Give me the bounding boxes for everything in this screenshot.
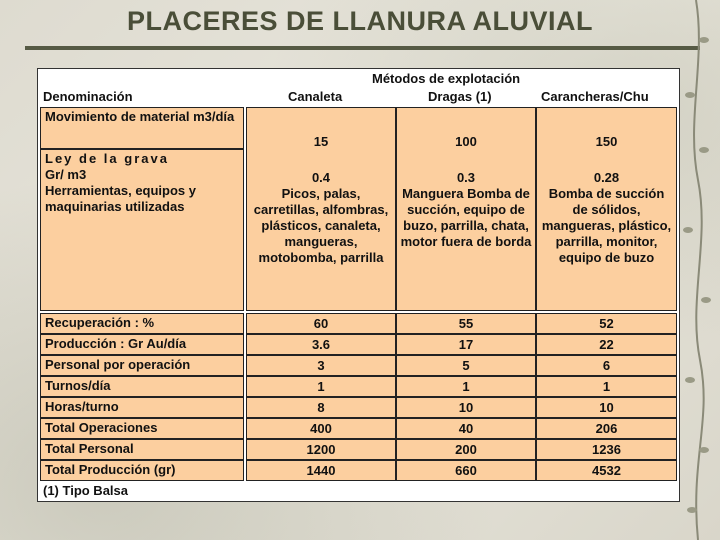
title-divider	[25, 46, 700, 50]
stat-value: 40	[396, 418, 536, 439]
herramientas-label: Herramientas, equipos y maquinarias utilizadas	[45, 183, 196, 214]
stat-value: 1236	[536, 439, 677, 460]
stat-label: Producción : Gr Au/día	[40, 334, 244, 355]
ley-label-line2: Gr/ m3	[45, 167, 87, 182]
ley-label-line1: Ley de la grava	[45, 151, 169, 166]
stat-value: 1	[396, 376, 536, 397]
stat-label: Turnos/día	[40, 376, 244, 397]
stat-label: Total Producción (gr)	[40, 460, 244, 481]
data-table	[37, 68, 680, 502]
stat-value: 8	[246, 397, 396, 418]
stat-label: Recuperación : %	[40, 313, 244, 334]
stat-value: 206	[536, 418, 677, 439]
stat-value: 17	[396, 334, 536, 355]
column-header-canaleta: Canaleta	[288, 89, 343, 104]
stat-value: 10	[536, 397, 677, 418]
herramientas-carancheras: Bomba de succión de sólidos, mangueras, plástico, parrilla, monitor, equipo de buzo	[541, 186, 672, 265]
movimiento-dragas: 100	[455, 134, 477, 149]
column-dragas-details	[396, 107, 536, 311]
stat-value: 200	[396, 439, 536, 460]
stat-value: 3.6	[246, 334, 396, 355]
stat-value: 1	[536, 376, 677, 397]
denominacion-header: Denominación	[43, 89, 133, 104]
stat-value: 1200	[246, 439, 396, 460]
herramientas-dragas: Manguera Bomba de succión, equipo de buzo, parrilla, chata, motor fuera de borda	[400, 186, 532, 249]
stat-label: Total Personal	[40, 439, 244, 460]
herramientas-canaleta: Picos, palas, carretillas, alfombras, plásticos, canaleta, mangueras, motobomba, parrilla	[253, 186, 389, 265]
movimiento-canaleta: 15	[313, 134, 329, 149]
column-header-dragas: Dragas (1)	[428, 89, 492, 104]
column-header-carancheras: Carancheras/Chu	[541, 89, 649, 104]
stat-value: 400	[246, 418, 396, 439]
row-label-movimiento: Movimiento de material m3/día	[40, 107, 244, 149]
stat-label: Horas/turno	[40, 397, 244, 418]
stat-value: 4532	[536, 460, 677, 481]
ley-canaleta: 0.4	[311, 170, 331, 185]
stat-value: 3	[246, 355, 396, 376]
stat-value: 10	[396, 397, 536, 418]
stat-value: 6	[536, 355, 677, 376]
footnote: (1) Tipo Balsa	[43, 483, 129, 498]
stat-value: 60	[246, 313, 396, 334]
stat-value: 52	[536, 313, 677, 334]
stat-value: 660	[396, 460, 536, 481]
methods-group-header: Métodos de explotación	[372, 71, 521, 86]
row-label-ley-herramientas	[40, 149, 244, 311]
stat-value: 5	[396, 355, 536, 376]
page-title: PLACERES DE LLANURA ALUVIAL	[126, 6, 593, 36]
movimiento-carancheras: 150	[595, 134, 618, 149]
stat-label: Total Operaciones	[40, 418, 244, 439]
ley-dragas: 0.3	[456, 170, 476, 185]
ley-carancheras: 0.28	[593, 170, 620, 185]
stat-value: 55	[396, 313, 536, 334]
stat-value: 22	[536, 334, 677, 355]
stat-label: Personal por operación	[40, 355, 244, 376]
column-canaleta-details	[246, 107, 396, 311]
stat-value: 1	[246, 376, 396, 397]
vine-decoration	[676, 0, 716, 540]
column-carancheras-details	[536, 107, 677, 311]
stat-value: 1440	[246, 460, 396, 481]
